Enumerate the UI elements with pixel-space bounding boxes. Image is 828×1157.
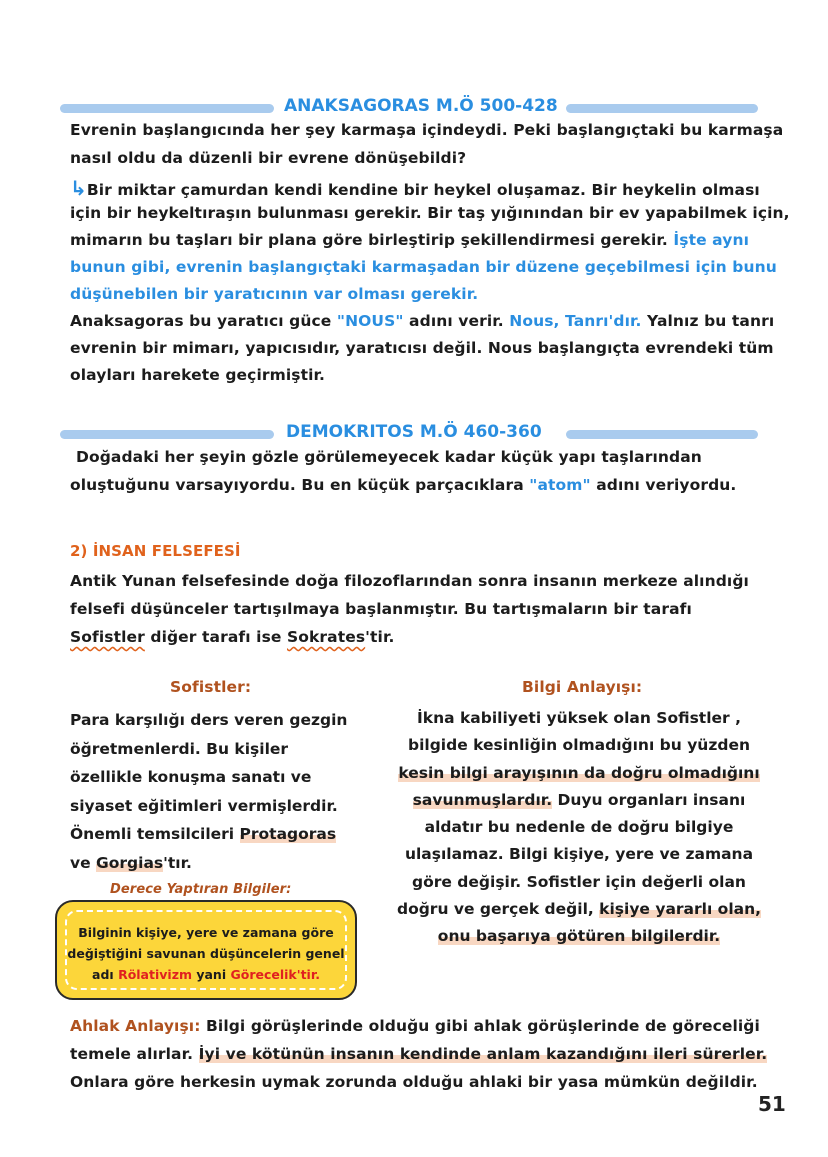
- bilgi-text: İkna kabiliyeti yüksek olan Sofistler , bilgide kesinliğin olmadığını bu yüzden kesin bilgi arayışının da doğru olmadığını savunmuşlardır. Duyu organları insanı aldatır bu nedenle de doğru bilgiye ulaşılamaz. Bilgi kişiye, yere ve zamana göre değişir. Sofistler için değerli olan doğru ve gerçek değil, kişiye yararlı olan, onu başarıya götüren bilgilerdir.: [396, 709, 762, 946]
- sofistler-text: Para karşılığı ders veren gezgin öğretmenlerdi. Bu kişiler özellikle konuşma sanatı ve siyaset eğitimleri vermişlerdir. Önemli temsilcileri Protagoras ve Gorgias'tır.: [70, 711, 348, 872]
- derece-box: [55, 900, 357, 1000]
- anaksagoras-line: için bir heykeltıraşın bulunması gerekir. Bir taş yığınından bir ev yapabilmek için,: [70, 204, 790, 222]
- anaksagoras-line: Evrenin başlangıcında her şey karmaşa içindeydi. Peki başlangıçtaki bu karmaşa: [70, 121, 784, 139]
- ahlak-line: Ahlak Anlayışı: Bilgi görüşlerinde olduğu gibi ahlak görüşlerinde de göreceliği: [70, 1017, 760, 1035]
- insan-line: Antik Yunan felsefesinde doğa filozoflarından sonra insanın merkeze alındığı: [70, 572, 749, 590]
- page-number: 51: [758, 1092, 786, 1116]
- anaksagoras-line: ↳Bir miktar çamurdan kendi kendine bir heykel oluşamaz. Bir heykelin olması: [70, 176, 760, 200]
- anaksagoras-line: düşünebilen bir yaratıcının var olması gerekir.: [70, 285, 479, 303]
- insan-line: Sofistler diğer tarafı ise Sokrates'tir.: [70, 628, 395, 646]
- demokritos-title: DEMOKRITOS M.Ö 460-360: [286, 422, 542, 442]
- anaksagoras-line: nasıl oldu da düzenli bir evrene dönüşebildi?: [70, 149, 467, 167]
- title-bar-left: [60, 430, 274, 439]
- title-bar-right: [566, 430, 758, 439]
- ahlak-line: temele alırlar. İyi ve kötünün insanın kendinde anlam kazandığını ileri sürerler.: [70, 1045, 768, 1063]
- anaksagoras-line: evrenin bir mimarı, yapıcısıdır, yaratıcısı değil. Nous başlangıçta evrendeki tüm: [70, 339, 774, 357]
- anaksagoras-line: olayları harekete geçirmiştir.: [70, 366, 326, 384]
- ahlak-line: Onlara göre herkesin uymak zorunda olduğu ahlaki bir yasa mümkün değildir.: [70, 1073, 758, 1091]
- bilgi-heading: Bilgi Anlayışı:: [522, 678, 643, 696]
- derece-text: Bilginin kişiye, yere ve zamana göre değiştiğini savunan düşüncelerin genel adı Rölativizm yani Görecelik'tir.: [67, 925, 345, 982]
- anaksagoras-line: Anaksagoras bu yaratıcı güce "NOUS" adını verir. Nous, Tanrı'dır. Yalnız bu tanrı: [70, 312, 775, 330]
- demokritos-line: Doğadaki her şeyin gözle görülemeyecek kadar küçük yapı taşlarından: [76, 448, 702, 466]
- sofistler-heading: Sofistler:: [170, 678, 252, 696]
- anaksagoras-line: bunun gibi, evrenin başlangıçtaki karmaşadan bir düzene geçebilmesi için bunu: [70, 258, 777, 276]
- derece-heading: Derece Yaptıran Bilgiler:: [110, 882, 292, 897]
- section-heading: 2) İNSAN FELSEFESİ: [70, 542, 241, 560]
- insan-line: felsefi düşünceler tartışılmaya başlanmıştır. Bu tartışmaların bir tarafı: [70, 600, 692, 618]
- anaksagoras-line: mimarın bu taşları bir plana göre birleştirip şekillendirmesi gerekir. İşte aynı: [70, 231, 750, 249]
- title-bar-left: [60, 104, 274, 113]
- demokritos-line: oluştuğunu varsayıyordu. Bu en küçük parçacıklara "atom" adını veriyordu.: [70, 476, 737, 494]
- anaksagoras-title: ANAKSAGORAS M.Ö 500-428: [284, 96, 558, 116]
- arrow-icon: ↳: [70, 176, 87, 200]
- title-bar-right: [566, 104, 758, 113]
